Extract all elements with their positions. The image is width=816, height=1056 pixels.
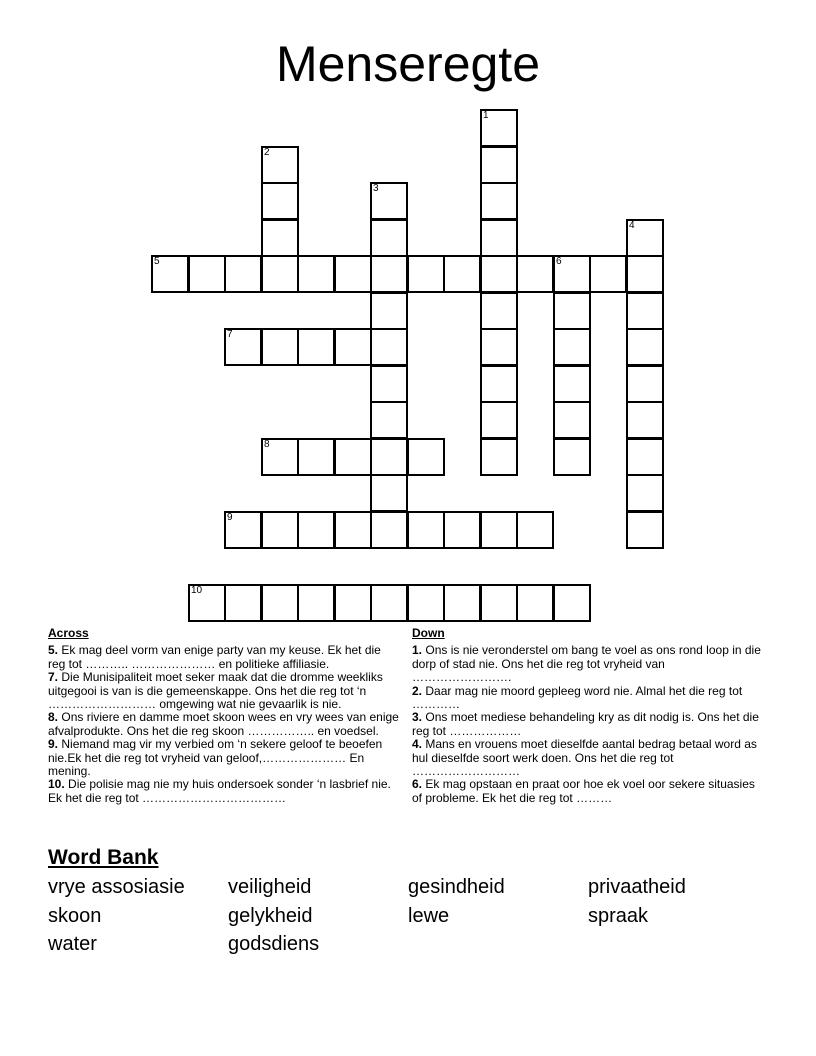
down-clue-2 (412, 685, 762, 712)
across-heading: Across (48, 626, 89, 640)
crossword-cell[interactable] (261, 328, 299, 366)
crossword-cell[interactable] (370, 328, 408, 366)
clue-number: 6. (412, 777, 423, 792)
word-bank-item: vrye assosiasie (48, 876, 185, 898)
crossword-cell[interactable] (261, 438, 299, 476)
crossword-cell[interactable] (297, 328, 335, 366)
word-bank-title: Word Bank (48, 846, 159, 869)
clue-number: 4. (412, 737, 423, 752)
crossword-cell[interactable] (553, 401, 591, 439)
crossword-cell[interactable] (261, 255, 299, 293)
across-clue-10 (48, 778, 400, 805)
word-bank-item: lewe (408, 904, 450, 927)
word-bank-item: godsdiens (228, 933, 320, 955)
clue-text: Die polisie mag nie my huis ondersoek sonder ‘n lasbrief nie. Ek het die reg tot ……………………………… (48, 777, 391, 805)
clue-number: 1. (412, 643, 423, 658)
crossword-cell[interactable] (480, 584, 518, 622)
cell-number: 9 (227, 512, 233, 523)
word-bank (48, 873, 768, 959)
crossword-cell[interactable] (297, 584, 335, 622)
cell-number: 2 (264, 147, 270, 158)
clue-number: 9. (48, 737, 59, 752)
crossword-cell[interactable] (626, 474, 664, 512)
cell-number: 8 (264, 439, 270, 450)
crossword-cell[interactable] (516, 511, 554, 549)
clue-text: Ek mag deel vorm van enige party van my keuse. Ek het die reg tot ……….. ………………… en politieke affiliasie. (48, 643, 381, 671)
crossword-cell[interactable] (480, 511, 518, 549)
crossword-cell[interactable] (443, 511, 481, 549)
crossword-cell[interactable] (516, 584, 554, 622)
word-bank-item: gesindheid (408, 876, 505, 898)
word-bank-item: gelykheid (228, 904, 313, 927)
page-title: Menseregte (275, 36, 541, 92)
crossword-cell[interactable] (261, 584, 299, 622)
across-clues (48, 627, 400, 805)
crossword-cell[interactable] (626, 255, 664, 293)
crossword-cell[interactable] (407, 255, 445, 293)
crossword-cell[interactable] (370, 401, 408, 439)
clue-text: Ons is nie veronderstel om bang te voel as ons rond loop in die dorp of stad nie. Ons het die reg tot vryheid van ……………………. (412, 643, 761, 685)
down-heading: Down (412, 626, 445, 640)
crossword-cell[interactable] (443, 255, 481, 293)
crossword-cell[interactable] (297, 438, 335, 476)
down-clues (412, 627, 762, 805)
down-clue-3 (412, 711, 762, 738)
crossword-cell[interactable] (334, 255, 372, 293)
crossword-cell[interactable] (370, 584, 408, 622)
crossword-cell[interactable] (297, 255, 335, 293)
cell-number: 5 (154, 256, 160, 267)
cell-number: 10 (191, 585, 203, 596)
crossword-cell[interactable] (443, 584, 481, 622)
crossword-cell[interactable] (480, 255, 518, 293)
clue-text: Daar mag nie moord gepleeg word nie. Almal het die reg tot ………… (412, 683, 743, 712)
crossword-cell[interactable] (370, 255, 408, 293)
cell-number: 3 (373, 183, 379, 194)
cell-number: 4 (629, 220, 635, 231)
crossword-cell[interactable] (553, 292, 591, 330)
crossword-cell[interactable] (553, 365, 591, 403)
crossword-cell[interactable] (480, 292, 518, 330)
crossword-cell[interactable] (334, 328, 372, 366)
crossword-cell[interactable] (261, 182, 299, 220)
crossword-cell[interactable] (370, 219, 408, 257)
crossword-cell[interactable] (370, 292, 408, 330)
down-clue-1 (412, 644, 762, 684)
crossword-cell[interactable] (188, 584, 226, 622)
crossword-cell[interactable] (224, 584, 262, 622)
down-clue-4 (412, 738, 762, 778)
cell-number: 7 (227, 329, 233, 340)
crossword-cell[interactable] (224, 328, 262, 366)
crossword-cell[interactable] (480, 109, 518, 147)
clue-text: Mans en vrouens moet dieselfde aantal bedrag betaal word as hul dieselfde soort werk doen. Ons het die reg tot ……………………… (412, 737, 757, 779)
clue-text: Die Munisipaliteit moet seker maak dat die dromme weekliks uitgegooi is van is die gemeenskappe. Ons het die reg tot ‘n ……………………… omgewing wat nie gevaarlik is nie. (48, 670, 383, 712)
crossword-cell[interactable] (480, 328, 518, 366)
crossword-cell[interactable] (407, 584, 445, 622)
clue-text: Ek mag opstaan en praat oor hoe ek voel oor sekere situasies of probleme. Ek het die reg tot ……… (412, 777, 755, 805)
clue-number: 10. (48, 777, 65, 792)
crossword-cell[interactable] (626, 401, 664, 439)
crossword-cell[interactable] (334, 584, 372, 622)
cell-number: 1 (483, 110, 489, 121)
crossword-cell[interactable] (224, 511, 262, 549)
crossword-cell[interactable] (626, 438, 664, 476)
crossword-cell[interactable] (480, 219, 518, 257)
crossword-cell[interactable] (370, 182, 408, 220)
crossword-cell[interactable] (480, 401, 518, 439)
across-clue-7 (48, 671, 400, 711)
crossword-cell[interactable] (224, 255, 262, 293)
crossword-cell[interactable] (480, 182, 518, 220)
crossword-cell[interactable] (626, 292, 664, 330)
crossword-cell[interactable] (480, 146, 518, 184)
clue-number: 7. (48, 670, 59, 685)
crossword-cell[interactable] (370, 438, 408, 476)
word-bank-item: privaatheid (588, 876, 686, 898)
crossword-cell[interactable] (553, 255, 591, 293)
crossword-cell[interactable] (553, 328, 591, 366)
crossword-cell[interactable] (370, 511, 408, 549)
down-clue-6 (412, 778, 762, 805)
across-clue-9 (48, 738, 400, 778)
word-bank-item: skoon (48, 904, 102, 927)
crossword-cell[interactable] (407, 511, 445, 549)
crossword-cell[interactable] (626, 328, 664, 366)
clue-text: Ons riviere en damme moet skoon wees en vry wees van enige afvalprodukte. Ons het die reg skoon …………….. en voedsel. (48, 710, 399, 738)
crossword-cell[interactable] (334, 438, 372, 476)
crossword-cell[interactable] (516, 255, 554, 293)
crossword-cell[interactable] (188, 255, 226, 293)
crossword-cell[interactable] (297, 511, 335, 549)
word-bank-item: veiligheid (228, 876, 312, 898)
clue-number: 2. (412, 683, 423, 698)
crossword-cell[interactable] (480, 365, 518, 403)
crossword-cell[interactable] (480, 438, 518, 476)
across-clue-5 (48, 644, 400, 671)
crossword-cell[interactable] (370, 474, 408, 512)
clue-text: Niemand mag vir my verbied om ‘n sekere geloof te beoefen nie.Ek het die reg tot vryheid van geloof,………………… En mening. (48, 737, 383, 779)
clue-number: 3. (412, 710, 423, 725)
across-clue-8 (48, 711, 400, 738)
crossword-cell[interactable] (261, 219, 299, 257)
crossword-cell[interactable] (370, 365, 408, 403)
crossword-cell[interactable] (626, 219, 664, 257)
word-bank-item: water (48, 933, 97, 955)
crossword-cell[interactable] (261, 146, 299, 184)
clue-text: Ons moet mediese behandeling kry as dit nodig is. Ons het die reg tot ……………… (412, 710, 759, 738)
crossword-cell[interactable] (407, 438, 445, 476)
crossword-cell[interactable] (553, 438, 591, 476)
crossword-cell[interactable] (589, 255, 627, 293)
clue-number: 5. (48, 643, 59, 658)
crossword-cell[interactable] (553, 584, 591, 622)
cell-number: 6 (556, 256, 562, 267)
crossword-cell[interactable] (626, 365, 664, 403)
word-bank-item: spraak (588, 904, 649, 927)
crossword-cell[interactable] (151, 255, 189, 293)
crossword-cell[interactable] (334, 511, 372, 549)
clue-number: 8. (48, 710, 59, 725)
crossword-cell[interactable] (626, 511, 664, 549)
crossword-cell[interactable] (261, 511, 299, 549)
